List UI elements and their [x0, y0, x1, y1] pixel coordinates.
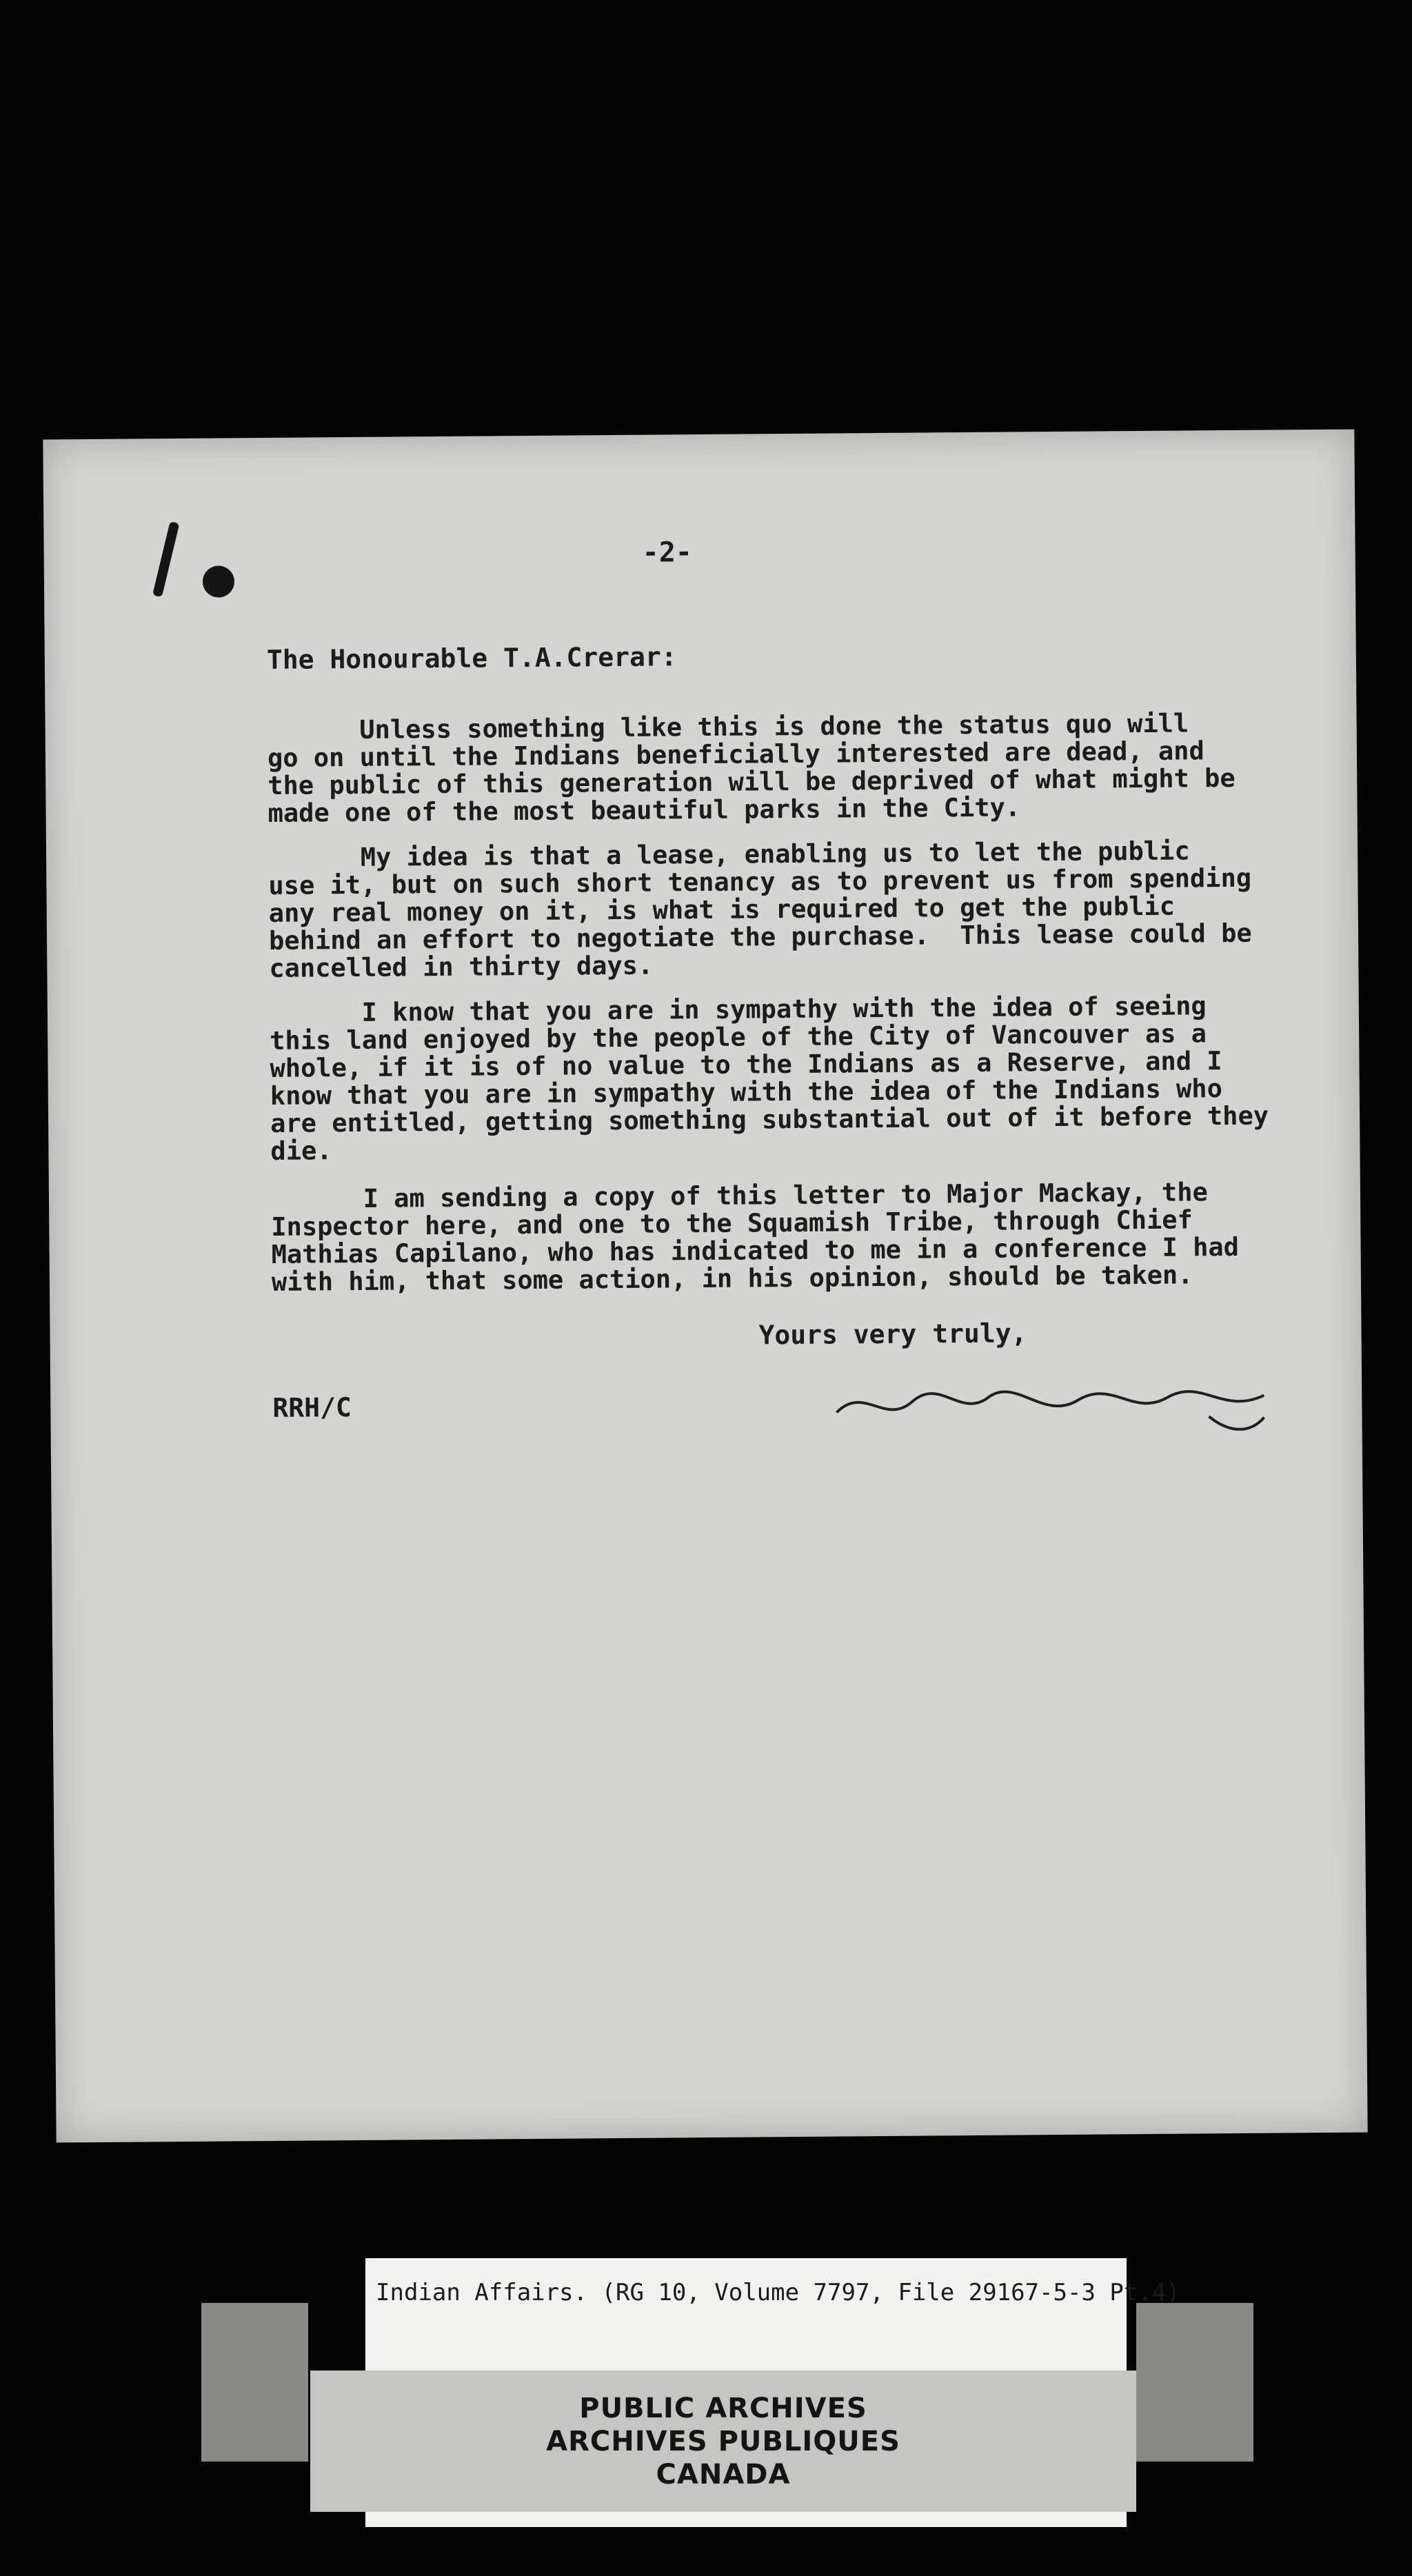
archive-stamp: [310, 2371, 1136, 2512]
stamp-line-2: ARCHIVES PUBLIQUES: [546, 2425, 900, 2457]
paragraph-2: My idea is that a lease, enabling us to let the public use it, but on such short tenancy as to prevent us from spending any real money on it, is what is required to get the public behind an effort to negotiate the purchase. This lease could be cancelled in thirty days.: [268, 836, 1252, 983]
letter-page: [43, 430, 1367, 2143]
closing: Yours very truly,: [758, 1318, 1027, 1351]
paragraph-1: Unless something like this is done the status quo will go on until the Indians beneficially interested are dead, and the public of this generation will be deprived of what might be made one of the most beautiful parks in the City.: [267, 708, 1236, 828]
paragraph-4: I am sending a copy of this letter to Major Mackay, the Inspector here, and one to the Squamish Tribe, through Chief Mathias Capilano, who has indicated to me in a conference I had with him, that some action, in his opinion, should be taken.: [270, 1177, 1240, 1297]
handwritten-mark: [152, 521, 179, 597]
signature: [823, 1367, 1292, 1440]
typist-initials: RRH/C: [272, 1392, 352, 1423]
page-number: -2-: [642, 536, 693, 569]
ink-dot: [203, 565, 234, 597]
signature-stroke: [823, 1367, 1292, 1440]
salutation: The Honourable T.A.Crerar:: [266, 641, 677, 675]
film-tab-left: [201, 2303, 308, 2462]
stamp-line-3: CANADA: [656, 2458, 791, 2491]
archive-reference: Indian Affairs. (RG 10, Volume 7797, File 29167-5-3 Pt.4): [376, 2279, 1180, 2306]
stamp-line-1: PUBLIC ARCHIVES: [579, 2392, 867, 2424]
paragraph-3: I know that you are in sympathy with the idea of seeing this land enjoyed by the people of the City of Vancouver as a whole, if it is of no value to the Indians as a Reserve, and I know that you are in sympathy with the idea of the Indians who are entitled, getting something substantial out of it before they die.: [269, 991, 1269, 1166]
film-tab-right: [1136, 2303, 1253, 2462]
